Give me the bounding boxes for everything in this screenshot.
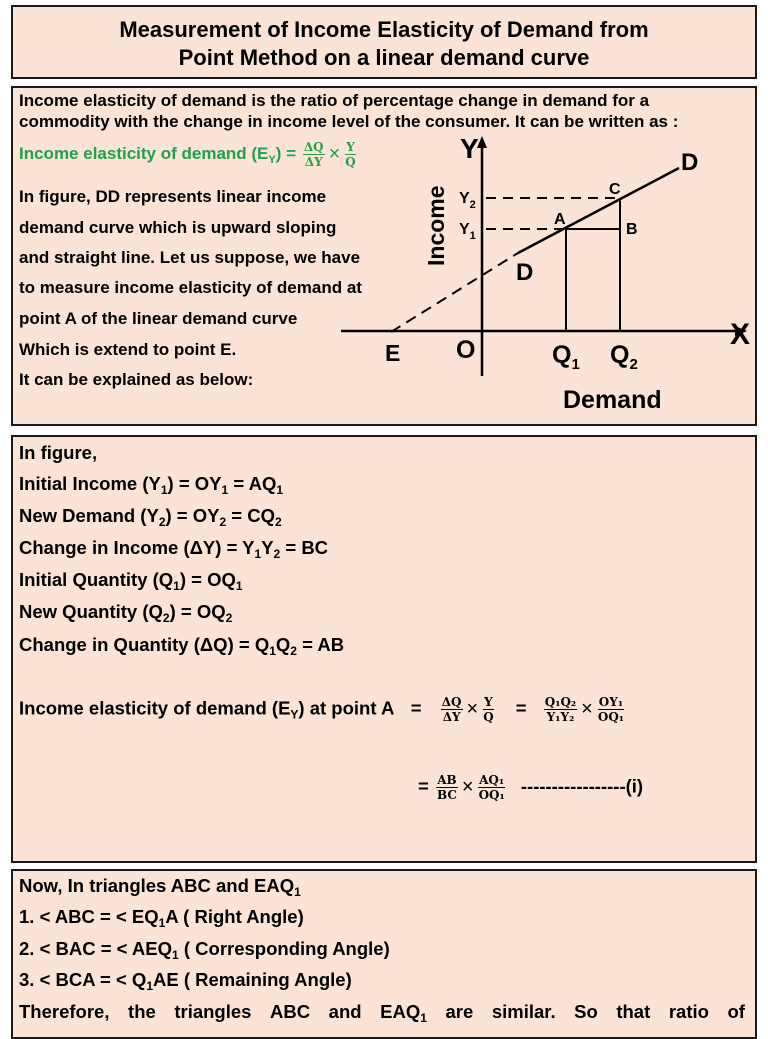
desc-line-4: to measure income elasticity of demand at [19, 278, 362, 297]
desc-line-1: In figure, DD represents linear income [19, 187, 327, 206]
figure-heading: In figure, [19, 442, 98, 463]
triangles-heading: Now, In triangles ABC and $EAQ_1$ [19, 875, 301, 900]
triangle-item-1: 1. < ABC = < $EQ_1A$ ( Right Angle) [19, 906, 304, 931]
demand-label: Demand [563, 386, 662, 414]
fraction-q1q2-y1y2: $\frac{\text{Q₁Q₂}}{\text{Y₁Y₂}}$ [544, 695, 577, 724]
times-icon: × [328, 143, 341, 165]
y-axis-label: Y [460, 133, 479, 164]
elasticity-equation: Income elasticity of demand $(E_Y)$ at point A = $\frac{\Delta Q}{\Delta Y}$ × $\frac{Y}{Q}$ = $\frac{\text{Q₁Q₂}}{\text{Y₁Y₂}}$ × $\frac{\text{OY₁}}{\text{OQ₁}}$ [19, 695, 625, 724]
equals-sign: = [418, 775, 429, 797]
fraction-ab-bc: $\frac{AB}{BC}$ [436, 773, 457, 802]
income-label: Income [423, 185, 449, 266]
desc-line-2: demand curve which is upward sloping [19, 218, 337, 237]
equation-number: -----------------(i) [520, 775, 644, 797]
income-demand-graph [13, 88, 757, 426]
desc-line-6: Which is extend to point E. [19, 340, 237, 359]
q2-label: $Q_2$ [610, 341, 638, 373]
x-axis-label: X [730, 318, 751, 351]
triangle-item-3: 3. < BCA = < $Q_1AE$ ( Remaining Angle) [19, 969, 352, 994]
intro-box [11, 86, 757, 426]
desc-line-3: and straight line. Let us suppose, we have [19, 248, 361, 267]
equals-sign: = [410, 697, 422, 719]
initial-income-line: Initial Income $(Y_1) = OY_1 = AQ_1$ [19, 473, 284, 498]
fraction-aq1-oq1: $\frac{\text{AQ₁}}{\text{OQ₁}}$ [478, 773, 505, 802]
fraction-dq-dy: $\frac{\Delta Q}{\Delta Y}$ [303, 140, 324, 169]
y1-label: $Y_1$ [459, 221, 476, 242]
point-e-label: E [385, 340, 401, 366]
equals-sign: = [515, 697, 527, 719]
curve-bottom-d-label: D [516, 259, 534, 286]
new-demand-line: New Demand $(Y_2) = OY_2 = CQ_2$ [19, 505, 282, 530]
point-b-label: B [626, 221, 638, 238]
demand-curve-solid [518, 168, 679, 253]
new-quantity-line: New Quantity $(Q_2) = OQ_2$ [19, 601, 233, 626]
derivation-box [11, 435, 757, 863]
initial-quantity-line: Initial Quantity $(Q_1) = OQ_1$ [19, 569, 243, 594]
times-icon: × [581, 698, 593, 720]
formula-sub: Y [268, 153, 276, 166]
curve-top-d-label: D [681, 149, 699, 176]
point-a-label: A [554, 211, 566, 228]
title-line-2: Point Method on a linear demand curve [178, 45, 590, 70]
fraction-oy1-oq1: $\frac{\text{OY₁}}{\text{OQ₁}}$ [597, 695, 625, 724]
ab-bc-equation [418, 773, 643, 802]
point-c-label: C [609, 181, 621, 198]
times-icon: × [466, 698, 479, 720]
fraction-y-q: $\frac{Y}{Q}$ [483, 695, 494, 724]
origin-label: O [456, 336, 476, 364]
triangles-box [11, 869, 757, 1039]
title-box [11, 5, 757, 79]
times-icon: × [461, 776, 474, 798]
intro-line-2: commodity with the change in income level of the consumer. It can be written as : [19, 112, 679, 131]
conclusion-line: Therefore, the triangles ABC and $EAQ_1$ are similar. So that ratio of [19, 1001, 745, 1026]
change-income-line: Change in Income $(\Delta Y) = Y_1Y_2$ = BC [19, 537, 329, 562]
formula-label: Income elasticity of demand (E [19, 143, 269, 163]
y2-label: $Y_2$ [459, 190, 476, 211]
demand-curve-dashed [391, 253, 518, 332]
title-line-1: Measurement of Income Elasticity of Demand from [119, 17, 649, 42]
fraction-y-q: $\frac{Y}{Q}$ [345, 140, 356, 169]
desc-line-5: point A of the linear demand curve [19, 309, 298, 328]
q1-label: $Q_1$ [552, 341, 580, 373]
formula-close: ) = [275, 143, 297, 163]
desc-line-7: It can be explained as below: [19, 370, 254, 389]
triangle-item-2: 2. < BAC = < $AEQ_1$ ( Corresponding Angle) [19, 938, 390, 963]
fraction-dq-dy: $\frac{\Delta Q}{\Delta Y}$ [441, 695, 462, 724]
intro-line-1: Income elasticity of demand is the ratio of percentage change in demand for a [19, 91, 650, 110]
change-quantity-line: Change in Quantity $(\Delta Q) = Q_1Q_2$ = AB [19, 634, 345, 659]
